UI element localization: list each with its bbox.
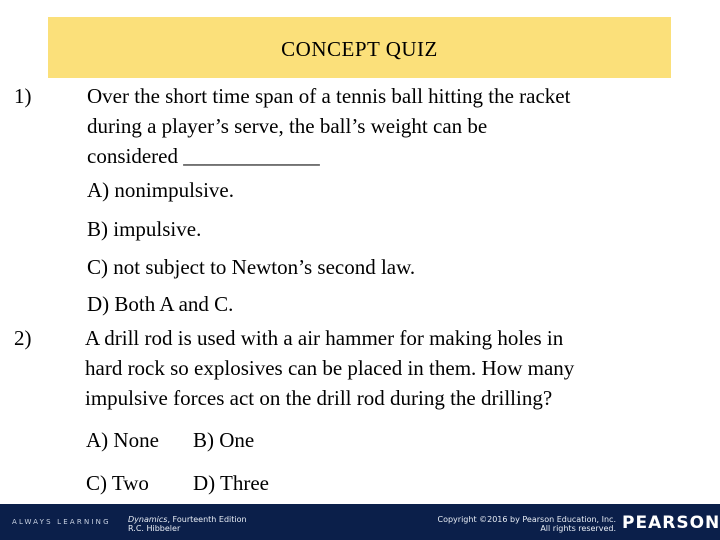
footer-copyright-line1: Copyright ©2016 by Pearson Education, Inc. bbox=[437, 515, 616, 524]
footer-bar bbox=[0, 504, 720, 540]
question-1-line: Over the short time span of a tennis ball hitting the racket bbox=[87, 84, 571, 108]
question-2-option-d: D) Three bbox=[193, 471, 269, 495]
question-2-option-a: A) None bbox=[86, 428, 159, 452]
question-2-text bbox=[85, 323, 574, 413]
question-2-line: impulsive forces act on the drill rod during the drilling? bbox=[85, 386, 553, 410]
question-1-text bbox=[87, 81, 570, 171]
footer-brand: ALWAYS LEARNING bbox=[12, 518, 111, 526]
question-1-number: 1) bbox=[14, 84, 32, 108]
question-2-number: 2) bbox=[14, 326, 32, 350]
question-2-line: hard rock so explosives can be placed in them. How many bbox=[85, 356, 575, 380]
question-2-option-b: B) One bbox=[193, 428, 255, 452]
question-2-option-c: C) Two bbox=[86, 471, 149, 495]
footer-book-info bbox=[128, 515, 247, 533]
question-1-option-c: C) not subject to Newton’s second law. bbox=[87, 255, 416, 279]
question-1-option-a: A) nonimpulsive. bbox=[87, 178, 234, 202]
slide-title: CONCEPT QUIZ bbox=[281, 37, 438, 61]
question-1-line: during a player’s serve, the ball’s weight can be bbox=[87, 114, 488, 138]
question-1-option-d: D) Both A and C. bbox=[87, 292, 234, 316]
footer-book-edition: , Fourteenth Edition bbox=[167, 515, 247, 524]
footer-book-title: Dynamics bbox=[128, 515, 168, 524]
pearson-logo: PEARSON bbox=[622, 513, 720, 533]
title-band bbox=[48, 17, 671, 78]
question-2-line: A drill rod is used with a air hammer for making holes in bbox=[85, 326, 564, 350]
footer-book-author: R.C. Hibbeler bbox=[128, 524, 181, 533]
footer-copyright-line2: All rights reserved. bbox=[540, 524, 616, 533]
footer-copyright bbox=[370, 515, 616, 533]
question-1-option-b: B) impulsive. bbox=[87, 217, 202, 241]
question-1-line: considered _____________ bbox=[87, 144, 320, 168]
